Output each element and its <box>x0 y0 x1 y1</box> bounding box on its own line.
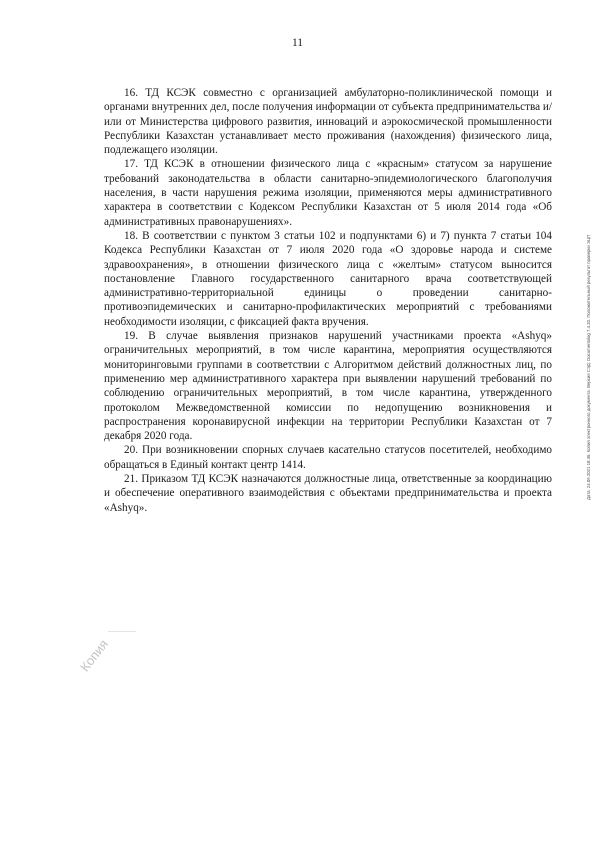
paragraph-16: 16. ТД КСЭК совместно с организацией амбулаторно-поликлинической помощи и органами внутренних дел, после получения информации от субъекта предпринимательства и/или от Министерства цифрового развития, инноваций и аэрокосмической промышленности Республики Казахстан устанавливает место проживания (нахождения) физического лица, подлежащего изоляции. <box>104 87 552 157</box>
paragraph-19: 19. В случае выявления признаков нарушений участниками проекта «Ashyq» ограничительных мероприятий, в том числе карантина, мероприятия осуществляются мониторинговыми группами в соответствии с Алгоритмом действий должностных лиц, по применению мер административного характера при выявлении нарушений требований по соблюдению ограничительных мероприятий, в том числе карантина, утвержденного протоколом Межведомственной комиссии по недопущению возникновения и распространения коронавирусной инфекции на территории Республики Казахстан от 7 декабря 2020 года. <box>104 330 552 443</box>
paragraph-17: 17. ТД КСЭК в отношении физического лица с «красным» статусом за нарушение требований законодательства в области санитарно-эпидемиологического благополучия населения, в части нарушения режима изоляции, применяются меры административного характера в соответствии с Кодексом Республики Казахстан от 5 июля 2014 года «Об административных правонарушениях». <box>104 158 552 228</box>
paragraph-18: 18. В соответствии с пунктом 3 статьи 102 и подпунктами 6) и 7) пункта 7 статьи 104 Кодекса Республики Казахстан от 7 июля 2020 года «О здоровье народа и системе здравоохранения», в отношении физического лица с «желтым» статусом выносится постановление Главного государственного санитарного врача соответствующей административно-территориальной единицы о проведении санитарно-противоэпидемических и санитарно-профилактических мероприятий с требованиями необходимости изоляции, с фиксацией факта вручения. <box>104 229 552 328</box>
page-number: 11 <box>291 37 304 49</box>
copy-stamp: Копия <box>77 636 112 675</box>
paragraph-21: 21. Приказом ТД КСЭК назначаются должностные лица, ответственные за координацию и обеспечение оперативного взаимодействия с объектами предпринимательства и проекта «Ashyq». <box>104 473 552 514</box>
paragraph-20: 20. При возникновении спорных случаев касательно статусов посетителей, необходимо обращаться в Единый контакт центр 1414. <box>104 444 552 471</box>
faint-line <box>108 631 136 632</box>
signature-verification-note: Дата: 24.09.2021 18:46. Копия электронного документа. Версия СЭД: Documentolog 7.4.20. Положительный результат проверки ЭЦП <box>586 234 591 500</box>
document-body <box>104 86 552 515</box>
